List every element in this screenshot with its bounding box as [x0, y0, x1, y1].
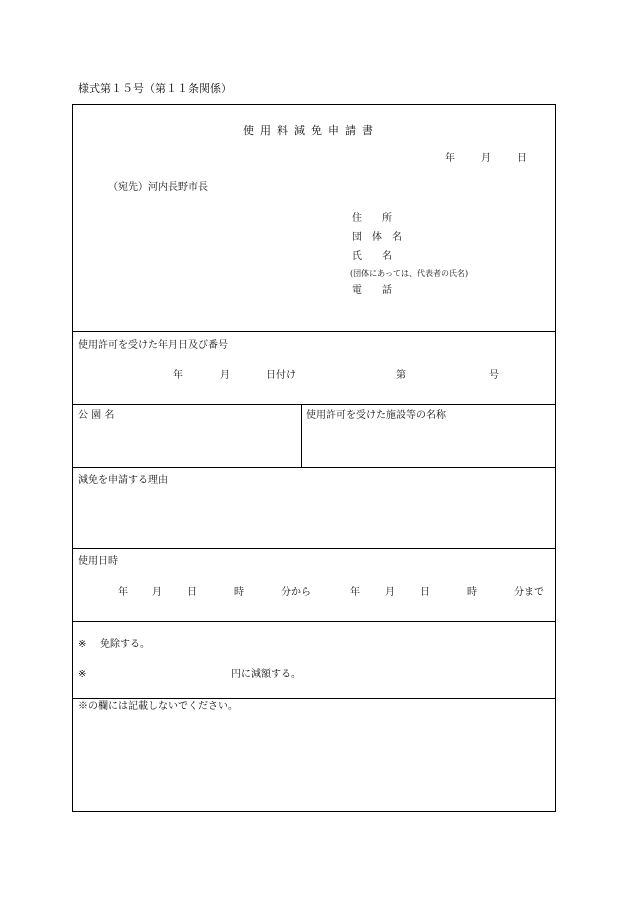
date-year: 年: [445, 153, 455, 164]
permit-month: 月: [220, 370, 230, 381]
usage-label: 使用日時: [78, 556, 118, 567]
form-title: 使 用 料 減 免 申 請 書: [243, 124, 373, 137]
decision-mark-reduce: ※: [78, 669, 87, 680]
form-number: 様式第１５号（第１１条関係）: [78, 82, 232, 95]
divider-applicant-permit: [72, 331, 556, 332]
reason-label: 減免を申請する理由: [78, 475, 168, 486]
date-day: 日: [517, 153, 527, 164]
permit-year: 年: [173, 370, 183, 381]
facility-name-label: 使用許可を受けた施設等の名称: [306, 410, 446, 421]
usage-from-month: 月: [152, 587, 162, 598]
divider-reason-usage: [72, 548, 556, 549]
permit-no-prefix: 第: [396, 370, 406, 381]
divider-decision-note: [72, 698, 556, 699]
decision-mark-exempt: ※: [78, 639, 87, 650]
usage-from-minute: 分から: [281, 587, 311, 598]
representative-note: (団体にあっては、代表者の氏名): [350, 269, 469, 278]
divider-usage-decision: [72, 621, 556, 622]
applicant-name-label: 氏 名: [352, 251, 392, 262]
usage-to-day: 日: [420, 587, 430, 598]
decision-exempt: 免除する。: [100, 639, 150, 650]
usage-to-hour: 時: [467, 587, 477, 598]
permit-dated: 日付け: [266, 370, 296, 381]
park-name-label: 公 園 名: [78, 410, 115, 421]
usage-from-year: 年: [118, 587, 128, 598]
applicant-organization-label: 団 体 名: [352, 232, 402, 243]
addressee: （宛先）河内長野市長: [108, 182, 208, 193]
usage-from-hour: 時: [234, 587, 244, 598]
office-use-note: ※の欄には記載しないでください。: [78, 701, 238, 712]
date-month: 月: [481, 153, 491, 164]
usage-to-month: 月: [385, 587, 395, 598]
decision-reduce: 円に減額する。: [231, 669, 301, 680]
usage-to-minute: 分まで: [514, 587, 544, 598]
divider-park-facility: [301, 404, 302, 467]
divider-park-reason: [72, 467, 556, 468]
applicant-address-label: 住 所: [352, 213, 392, 224]
usage-to-year: 年: [350, 587, 360, 598]
divider-permit-park: [72, 404, 556, 405]
applicant-phone-label: 電 話: [352, 285, 392, 296]
permit-no-suffix: 号: [489, 370, 499, 381]
usage-from-day: 日: [187, 587, 197, 598]
permit-label: 使用許可を受けた年月日及び番号: [78, 340, 228, 351]
